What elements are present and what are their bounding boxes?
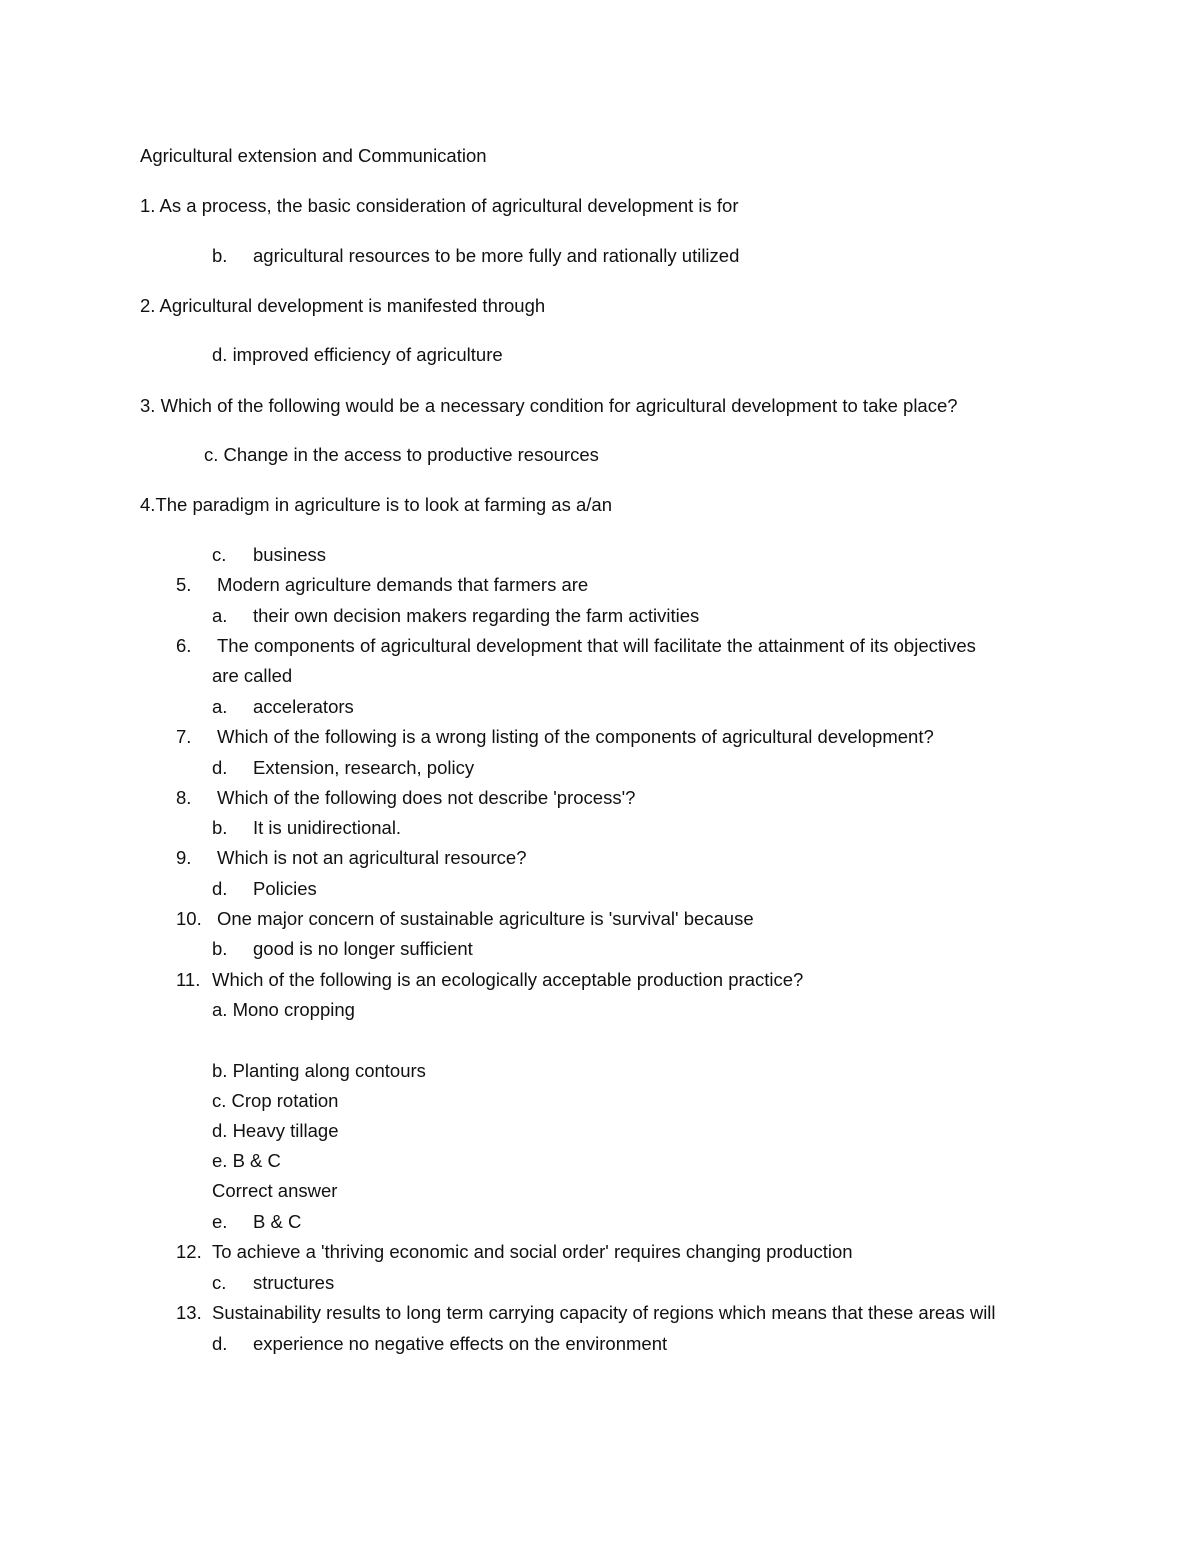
answer-text: their own decision makers regarding the farm activities [253, 605, 700, 626]
question-number: 13. [176, 1302, 202, 1323]
answer-3: c. Change in the access to productive resources [204, 444, 599, 465]
question-text: Modern agriculture demands that farmers are [217, 574, 589, 595]
answer-letter: a. [212, 696, 228, 717]
answer-text: good is no longer sufficient [253, 938, 473, 959]
question-text: Which of the following does not describe 'process'? [217, 787, 636, 808]
question-text: Sustainability results to long term carrying capacity of regions which means that these areas will [212, 1302, 996, 1323]
answer-text: business [253, 544, 327, 565]
document-title: Agricultural extension and Communication [140, 145, 487, 166]
answer-text: Extension, research, policy [253, 757, 475, 778]
option-c: c. Crop rotation [212, 1090, 339, 1111]
answer-letter: d. [212, 757, 228, 778]
answer-text: It is unidirectional. [253, 817, 402, 838]
answer-letter: a. [212, 605, 228, 626]
answer-letter: b. [212, 245, 228, 266]
option-e: e. B & C [212, 1150, 281, 1171]
question-text: Which of the following is an ecologically acceptable production practice? [212, 969, 804, 990]
option-b: b. Planting along contours [212, 1060, 426, 1081]
question-number: 5. [176, 574, 192, 595]
question-number: 6. [176, 635, 192, 656]
question-6-continued: are called [212, 665, 293, 686]
question-number: 9. [176, 847, 192, 868]
question-text: To achieve a 'thriving economic and social order' requires changing production [212, 1241, 853, 1262]
question-2: 2. Agricultural development is manifested through [140, 295, 546, 316]
answer-letter: d. [212, 878, 228, 899]
answer-text: experience no negative effects on the environment [253, 1333, 668, 1354]
question-number: 7. [176, 726, 192, 747]
answer-2: d. improved efficiency of agriculture [212, 344, 503, 365]
question-number: 12. [176, 1241, 202, 1262]
answer-letter: c. [212, 1272, 227, 1293]
question-number: 10. [176, 908, 202, 929]
answer-text: Policies [253, 878, 317, 899]
answer-text: agricultural resources to be more fully and rationally utilized [253, 245, 740, 266]
option-d: d. Heavy tillage [212, 1120, 339, 1141]
question-4: 4.The paradigm in agriculture is to look at farming as a/an [140, 494, 612, 515]
answer-text: accelerators [253, 696, 354, 717]
answer-letter: b. [212, 938, 228, 959]
answer-letter: e. [212, 1211, 228, 1232]
question-3: 3. Which of the following would be a necessary condition for agricultural development to take place? [140, 395, 958, 416]
question-number: 11. [176, 969, 201, 990]
question-text: Which is not an agricultural resource? [217, 847, 527, 868]
question-1: 1. As a process, the basic consideration of agricultural development is for [140, 195, 739, 216]
question-text: The components of agricultural development that will facilitate the attainment of its objectives [217, 635, 976, 656]
correct-answer-label: Correct answer [212, 1180, 338, 1201]
question-text: Which of the following is a wrong listing of the components of agricultural development? [217, 726, 934, 747]
answer-letter: d. [212, 1333, 228, 1354]
option-a: a. Mono cropping [212, 999, 355, 1020]
answer-letter: b. [212, 817, 228, 838]
question-text: One major concern of sustainable agriculture is 'survival' because [217, 908, 754, 929]
answer-letter: c. [212, 544, 227, 565]
question-number: 8. [176, 787, 192, 808]
answer-text: B & C [253, 1211, 302, 1232]
answer-text: structures [253, 1272, 335, 1293]
